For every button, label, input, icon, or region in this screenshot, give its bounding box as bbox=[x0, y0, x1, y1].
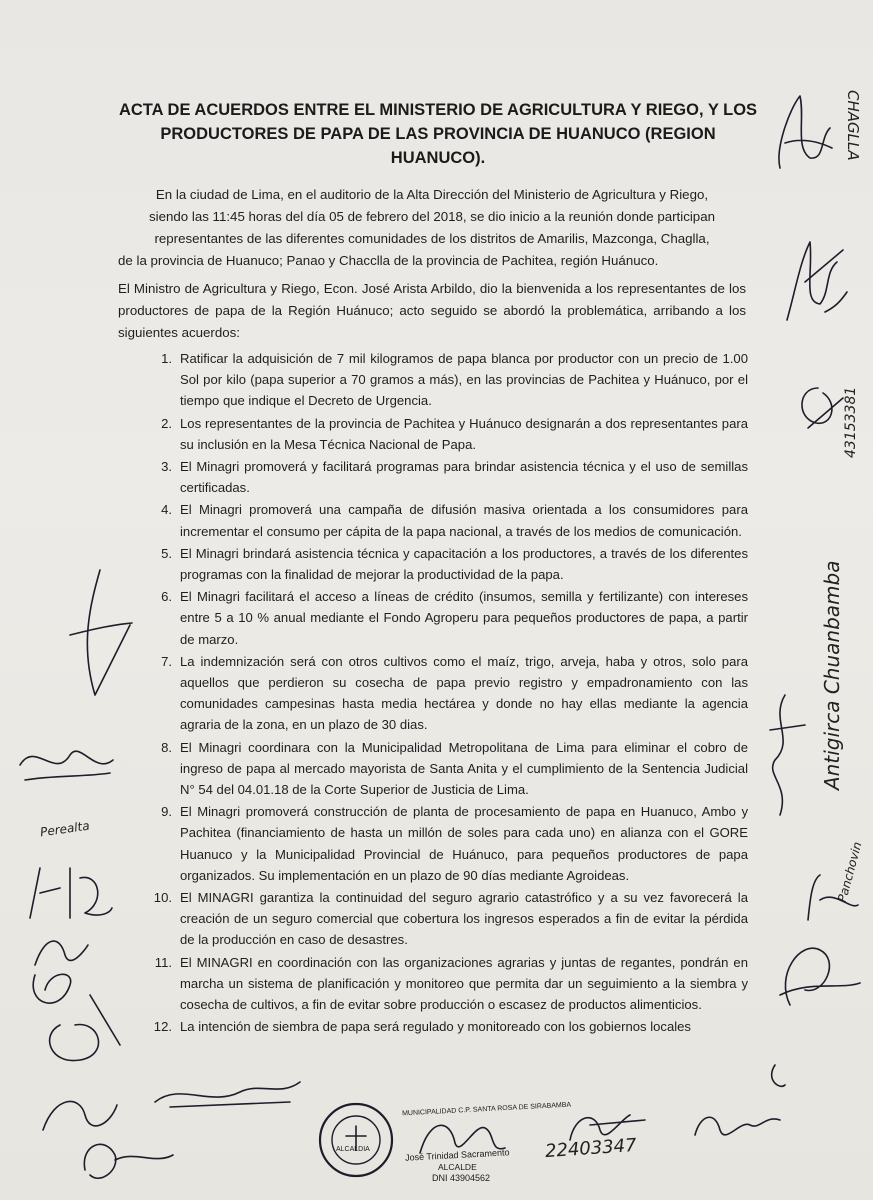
item-number: 10. bbox=[153, 890, 172, 906]
item-number: 1. bbox=[161, 351, 172, 366]
signature-right-6 bbox=[770, 935, 865, 1015]
item-text: Ratificar la adquisición de 7 mil kilogramos de papa blanca por productor con un precio de 1.00 Sol por kilo (papa superior a 70 gramos a más), en las provincias de Pachitea y Huánuco, por el tiempo que indique el Decreto de Urgencia. bbox=[180, 351, 748, 409]
item-text: El MINAGRI garantiza la continuidad del seguro agrario catastrófico y a su vez favorecerá la creación de un seguro comercial que cobertura los ingresos esperados a fin de evitar la pérdida de la producción en caso de desastres. bbox=[180, 890, 748, 948]
item-text: El Minagri promoverá construcción de planta de procesamiento de papa en Huanuco, Ambo y Pachitea (financiamiento de hasta un millón de soles para cada uno) en alianza con el GORE Huanuco y la Municipalidad Provincial de Huánuco, para pequeños productores de papa organizados. Su implementación en un plazo de 90 días mediante Agroideas. bbox=[180, 804, 748, 883]
item-number: 9. bbox=[161, 804, 172, 820]
welcome-paragraph: El Ministro de Agricultura y Riego, Econ. José Arista Arbildo, dio la bienvenida a los representantes de los productores de papa de la Región Huánuco; acto seguido se abordó la problemática, arribando a los siguientes acuerdos: bbox=[118, 281, 746, 340]
item-text: El Minagri facilitará el acceso a líneas de crédito (insumos, semilla y fertilizante) con intereses entre 5 a 10 % anual mediante el Fondo Agroperu para pequeños productores de papa, a partir de marzo. bbox=[180, 589, 748, 647]
handwritten-chaglla: CHAGLLA bbox=[844, 90, 862, 161]
list-item bbox=[146, 887, 748, 951]
handwritten-name: Antigirca Chuanbamba bbox=[820, 560, 844, 790]
document-title: ACTA DE ACUERDOS ENTRE EL MINISTERIO DE AGRICULTURA Y RIEGO, Y LOS PRODUCTORES DE PAPA DE LAS PROVINCIA DE HUANUCO (REGION HUANUCO). bbox=[118, 101, 758, 167]
list-item bbox=[146, 348, 748, 412]
item-text: El Minagri promoverá una campaña de difusión masiva orientada a los consumidores para incrementar el consumo per cápita de la papa nacional, a través de los medios de comunicación. bbox=[180, 502, 748, 539]
signature-left-2 bbox=[15, 735, 115, 790]
signature-right-2 bbox=[775, 232, 855, 327]
signature-bottom-3 bbox=[685, 1060, 795, 1155]
item-number: 3. bbox=[161, 459, 172, 475]
signature-left-7 bbox=[75, 1130, 175, 1190]
signature-right-4 bbox=[760, 690, 810, 820]
signature-left-1 bbox=[60, 565, 135, 705]
signature-bottom-1 bbox=[150, 1072, 305, 1117]
handwritten-dni: 43153381 bbox=[843, 386, 859, 458]
list-item bbox=[146, 499, 748, 541]
item-text: El MINAGRI en coordinación con las organizaciones agrarias y juntas de regantes, pondrán en marcha un sistema de planificación y monitoreo que permita dar un seguimiento a la siembra y cosecha de cultivos, a fin de evitar sobre producción o escasez de productos alimenticios. bbox=[180, 954, 748, 1013]
signature-right-top bbox=[770, 88, 840, 178]
list-item bbox=[146, 413, 748, 455]
item-number: 5. bbox=[161, 545, 172, 561]
list-item bbox=[146, 543, 748, 585]
item-text: Los representantes de la provincia de Pachitea y Huánuco designarán a dos representantes para su inclusión en la Mesa Técnica Nacional de Papa. bbox=[180, 415, 748, 452]
intro-line: siendo las 11:45 horas del día 05 de febrero del 2018, se dio inicio a la reunión donde participan bbox=[148, 209, 715, 224]
handwritten-left: Perealta bbox=[39, 818, 91, 840]
signature-left-3 bbox=[20, 858, 115, 928]
item-text: La intención de siembra de papa será regulado y monitoreado con los gobiernos locales bbox=[180, 1019, 691, 1035]
handwritten-name-2: Panchovin bbox=[835, 840, 865, 904]
list-item bbox=[146, 952, 748, 1016]
list-item bbox=[146, 456, 748, 498]
item-number: 7. bbox=[161, 653, 172, 669]
mayor-name: José Trinidad Sacramento bbox=[404, 1147, 510, 1163]
signature-right-3 bbox=[788, 378, 848, 438]
list-item bbox=[146, 737, 748, 801]
mayor-role: ALCALDE bbox=[438, 1162, 477, 1172]
intro-line: En la ciudad de Lima, en el auditorio de la Alta Dirección del Ministerio de Agricultura y Riego, bbox=[155, 187, 709, 202]
list-item bbox=[146, 651, 748, 736]
item-text: El Minagri promoverá y facilitará programas para brindar asistencia técnica y el uso de semillas certificadas. bbox=[180, 459, 748, 496]
signature-left-5 bbox=[20, 965, 130, 1075]
list-item bbox=[146, 1016, 748, 1037]
item-text: La indemnización será con otros cultivos como el maíz, trigo, arveja, haba y otros, solo para aquellos que perdieron su cosecha de papa previo registro y empadronamiento con las comunidades campesinas hasta media hectárea y donde no hay ellas mediante la agencia agraria de la zona, en un plazo de 30 dias. bbox=[180, 653, 748, 733]
stamp-heading: MUNICIPALIDAD C.P. SANTA ROSA DE SIRABAMBA bbox=[401, 1101, 572, 1118]
item-text: El Minagri brindará asistencia técnica y capacitación a los productores, a través de los diferentes programas con la finalidad de mejorar la productividad de la papa. bbox=[180, 545, 748, 583]
item-number: 4. bbox=[161, 502, 172, 518]
mayor-dni: DNI 43904562 bbox=[432, 1173, 491, 1183]
list-item bbox=[146, 586, 748, 650]
handwritten-bottom-dni: 22403347 bbox=[544, 1134, 638, 1163]
intro-line: representantes de las diferentes comunidades de los distritos de Amarilis, Mazconga, Chaglla, bbox=[154, 231, 710, 246]
intro-line: de la provincia de Huanuco; Panao y Chacclla de la provincia de Pachitea, región Huánuco. bbox=[118, 253, 659, 268]
item-number: 8. bbox=[161, 739, 172, 755]
item-number: 2. bbox=[161, 415, 172, 431]
intro-paragraph bbox=[118, 184, 746, 272]
list-item bbox=[146, 801, 748, 886]
item-text: El Minagri coordinara con la Municipalidad Metropolitana de Lima para eliminar el cobro de ingreso de papa al mercado mayorista de Santa Anita y el cumplimiento de la Sentencia Judicial N° 54 del 04.01.18 de la Corte Superior de Justicia de Lima. bbox=[180, 739, 748, 798]
seal-label: ALCALDIA bbox=[336, 1146, 370, 1153]
official-seal bbox=[316, 1100, 396, 1180]
item-number: 12. bbox=[153, 1019, 172, 1035]
item-number: 11. bbox=[154, 954, 172, 970]
item-number: 6. bbox=[161, 589, 172, 605]
agreements-list bbox=[146, 348, 748, 1039]
